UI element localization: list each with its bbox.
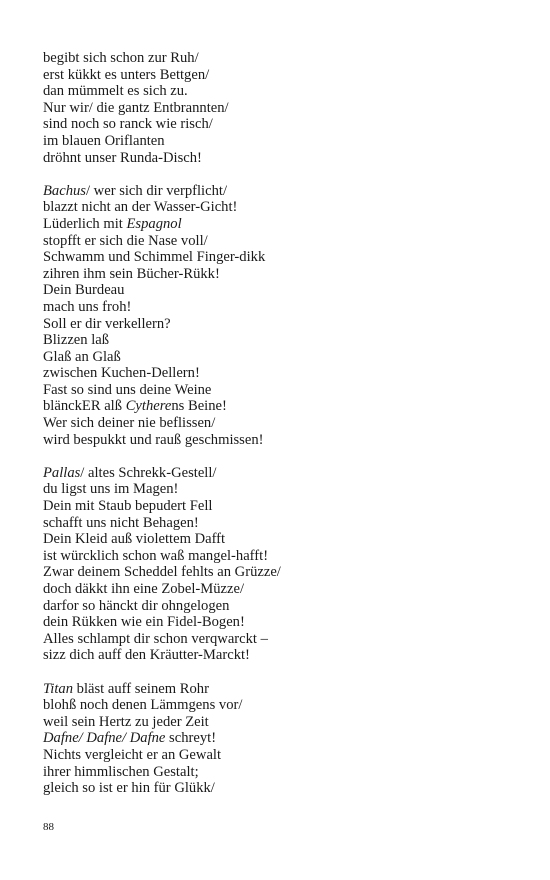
stanza bbox=[43, 183, 513, 449]
verse-line bbox=[43, 398, 513, 415]
verse-line bbox=[43, 764, 513, 781]
verse-line bbox=[43, 730, 513, 747]
verse-text: bläst auff seinem Rohr bbox=[73, 680, 209, 697]
stanza bbox=[43, 681, 513, 797]
verse-line bbox=[43, 415, 513, 432]
verse-text: Dein Kleid auß violettem Dafft bbox=[43, 531, 226, 548]
verse-line bbox=[43, 614, 513, 631]
verse-text: / wer sich dir verpflicht/ bbox=[85, 182, 227, 199]
verse-line bbox=[43, 133, 513, 150]
verse-line bbox=[43, 681, 513, 698]
verse-text: dröhnt unser Runda-Disch! bbox=[43, 149, 202, 166]
verse-line bbox=[43, 266, 513, 283]
verse-line bbox=[43, 249, 513, 266]
verse-line bbox=[43, 481, 513, 498]
verse-line bbox=[43, 83, 513, 100]
verse-text: blohß noch denen Lämmgens vor/ bbox=[43, 697, 243, 714]
verse-line bbox=[43, 365, 513, 382]
verse-text: doch däkkt ihn eine Zobel-Müzze/ bbox=[43, 581, 244, 597]
verse-line bbox=[43, 714, 513, 731]
verse-text: Soll er dir verkellern? bbox=[43, 315, 171, 332]
italic-name: Dafne/ Dafne/ Dafne bbox=[43, 730, 166, 747]
verse-text: Fast so sind uns deine Weine bbox=[43, 381, 212, 398]
verse-text: / altes Schrekk-Gestell/ bbox=[80, 464, 217, 481]
verse-line bbox=[43, 631, 513, 648]
verse-text: ist würcklich schon waß mangel-hafft! bbox=[43, 547, 269, 564]
verse-text: Schwamm und Schimmel Finger-dikk bbox=[43, 249, 266, 266]
verse-line bbox=[43, 498, 513, 515]
italic-name: Cythere bbox=[125, 398, 172, 415]
verse-text: Dein Burdeau bbox=[43, 282, 125, 299]
verse-text: Blizzen laß bbox=[43, 332, 110, 349]
italic-name: Titan bbox=[43, 680, 74, 697]
verse-text: du ligst uns im Magen! bbox=[43, 481, 179, 498]
verse-line bbox=[43, 233, 513, 250]
verse-text: ihrer himmlischen Gestalt; bbox=[43, 763, 199, 780]
verse-line bbox=[43, 780, 513, 797]
verse-line bbox=[43, 697, 513, 714]
verse-text: mach uns froh! bbox=[43, 298, 132, 315]
verse-text: weil sein Hertz zu jeder Zeit bbox=[43, 713, 209, 730]
verse-text: Alles schlampt dir schon verqwarckt – bbox=[43, 630, 268, 647]
verse-text: wird bespukkt und rauß geschmissen! bbox=[43, 431, 264, 448]
verse-line bbox=[43, 199, 513, 216]
verse-text: schafft uns nicht Behagen! bbox=[43, 514, 199, 531]
page-number: 88 bbox=[43, 821, 54, 833]
verse-text: stopfft er sich die Nase voll/ bbox=[43, 232, 208, 249]
verse-text: darfor so hänckt dir ohngelogen bbox=[43, 597, 230, 614]
verse-line bbox=[43, 548, 513, 565]
verse-line bbox=[43, 382, 513, 399]
verse-line bbox=[43, 299, 513, 316]
verse-text: blänckER alß bbox=[43, 398, 126, 415]
verse-text: Zwar deinem Scheddel fehlts an Grüzze/ bbox=[43, 564, 281, 581]
verse-text: blazzt nicht an der Wasser-Gicht! bbox=[43, 199, 238, 216]
verse-text: Dein mit Staub bepudert Fell bbox=[43, 498, 213, 515]
verse-line bbox=[43, 116, 513, 133]
verse-text: schreyt! bbox=[165, 730, 217, 747]
verse-line bbox=[43, 282, 513, 299]
verse-text: Glaß an Glaß bbox=[43, 348, 121, 365]
verse-line bbox=[43, 515, 513, 532]
verse-text: sizz dich auff den Kräutter-Marckt! bbox=[43, 647, 250, 664]
verse-line bbox=[43, 67, 513, 84]
verse-line bbox=[43, 531, 513, 548]
verse-text: zwischen Kuchen-Dellern! bbox=[43, 365, 200, 382]
verse-line bbox=[43, 432, 513, 449]
stanza bbox=[43, 50, 513, 166]
verse-text: ns Beine! bbox=[171, 398, 227, 415]
italic-name: Espagnol bbox=[126, 215, 182, 232]
verse-line bbox=[43, 50, 513, 67]
verse-line bbox=[43, 183, 513, 200]
verse-line bbox=[43, 598, 513, 615]
italic-name: Bachus bbox=[43, 182, 86, 199]
verse-line bbox=[43, 465, 513, 482]
verse-text: erst kükkt es unters Bettgen/ bbox=[43, 66, 210, 83]
verse-line bbox=[43, 564, 513, 581]
verse-text: gleich so ist er hin für Glükk/ bbox=[43, 780, 215, 797]
verse-line bbox=[43, 349, 513, 366]
verse-line bbox=[43, 581, 513, 598]
verse-line bbox=[43, 150, 513, 167]
verse-text: Lüderlich mit bbox=[43, 215, 127, 232]
verse-text: Nur wir/ die gantz Entbrannten/ bbox=[43, 99, 229, 116]
verse-line bbox=[43, 332, 513, 349]
verse-text: Wer sich deiner nie beflissen/ bbox=[43, 415, 216, 432]
poem-body bbox=[43, 50, 513, 813]
verse-text: Nichts vergleicht er an Gewalt bbox=[43, 746, 222, 763]
verse-line bbox=[43, 216, 513, 233]
verse-text: im blauen Oriflanten bbox=[43, 132, 165, 149]
verse-line bbox=[43, 100, 513, 117]
verse-line bbox=[43, 647, 513, 664]
italic-name: Pallas bbox=[43, 464, 81, 481]
verse-text: dan mümmelt es sich zu. bbox=[43, 83, 188, 100]
verse-text: dein Rükken wie ein Fidel-Bogen! bbox=[43, 614, 245, 631]
verse-text: begibt sich schon zur Ruh/ bbox=[43, 50, 199, 66]
verse-line bbox=[43, 747, 513, 764]
verse-line bbox=[43, 316, 513, 333]
verse-text: sind noch so ranck wie risch/ bbox=[43, 116, 213, 133]
stanza bbox=[43, 465, 513, 664]
verse-text: zihren ihm sein Bücher-Rükk! bbox=[43, 265, 220, 282]
